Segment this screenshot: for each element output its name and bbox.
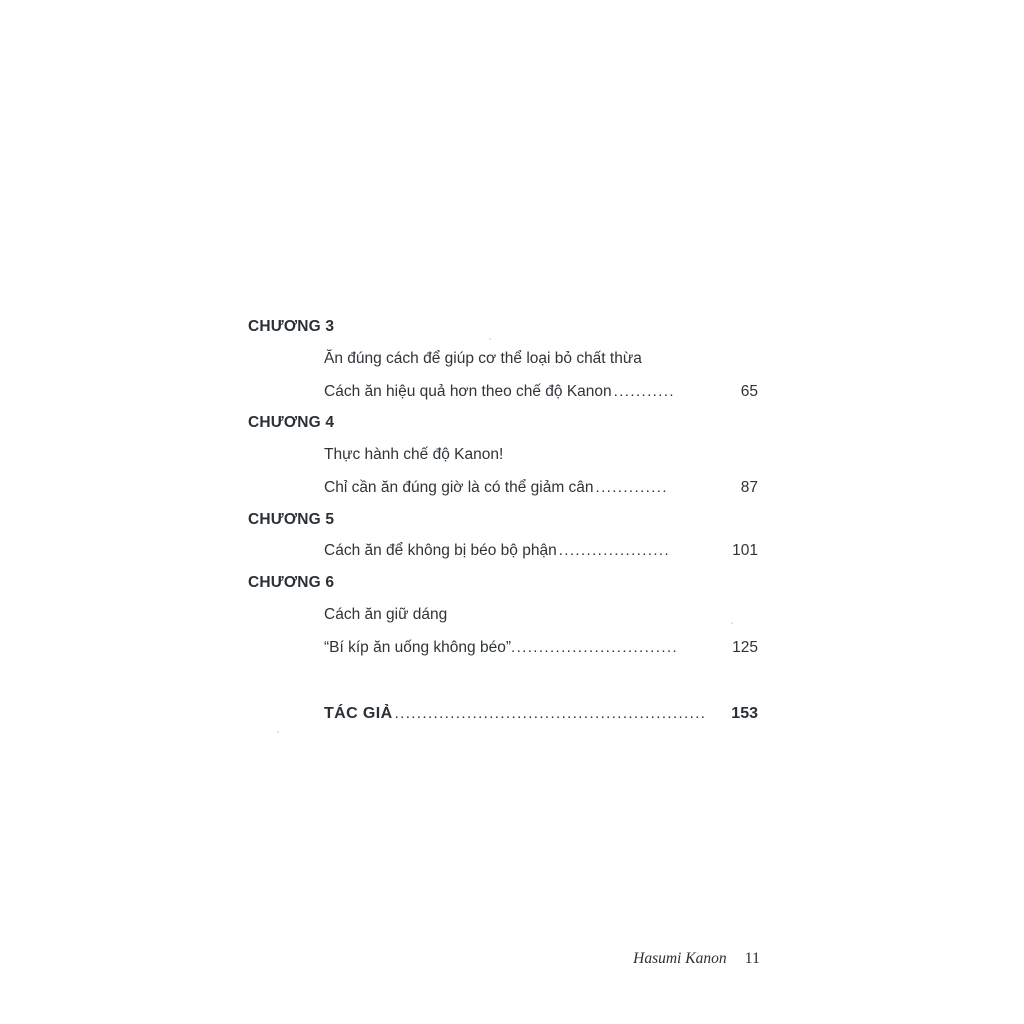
paper-speck xyxy=(277,731,279,733)
toc-entry[interactable] xyxy=(324,605,758,626)
toc-chapter-block xyxy=(248,318,758,402)
chapter-title: CHƯƠNG 4 xyxy=(248,414,335,432)
toc-entry-text: Ăn đúng cách để giúp cơ thể loại bỏ chất thừa xyxy=(324,349,642,367)
toc-page-number: 101 xyxy=(732,542,758,560)
toc-entry[interactable] xyxy=(324,382,758,403)
toc-leader-dots: ........................................................ xyxy=(394,704,707,722)
toc-entry-text: Cách ăn giữ dáng xyxy=(324,605,448,623)
toc-chapter-block xyxy=(248,574,758,658)
toc-entry-author[interactable] xyxy=(324,705,758,723)
toc-entry-text: Thực hành chế độ Kanon! xyxy=(324,446,504,464)
toc-chapter-block xyxy=(248,414,758,498)
toc-leader-dots: .................... xyxy=(558,542,671,560)
chapter-title: CHƯƠNG 3 xyxy=(248,318,335,335)
toc-entry-text: TÁC GIẢ xyxy=(324,704,393,722)
toc-entry[interactable] xyxy=(324,349,758,370)
toc-page-number: 153 xyxy=(731,704,758,722)
table-of-contents xyxy=(248,318,758,723)
footer-author-name: Hasumi Kanon xyxy=(633,950,727,967)
toc-entry[interactable] xyxy=(324,541,758,562)
toc-entry-text: Cách ăn hiệu quả hơn theo chế độ Kanon xyxy=(324,382,612,400)
toc-chapter-block xyxy=(248,511,758,563)
toc-leader-dots: ........... xyxy=(613,382,675,400)
toc-page-number: 65 xyxy=(740,382,758,400)
toc-entry[interactable] xyxy=(324,478,758,499)
toc-entry-text: Chỉ cần ăn đúng giờ là có thể giảm cân xyxy=(324,478,594,496)
toc-entry[interactable] xyxy=(324,445,758,466)
chapter-title: CHƯƠNG 6 xyxy=(248,574,335,592)
toc-entry[interactable] xyxy=(324,638,758,659)
toc-entry-text: “Bí kíp ăn uống không béo” xyxy=(324,638,511,656)
toc-page-number: 87 xyxy=(740,478,758,496)
toc-leader-dots: .............................. xyxy=(511,638,679,656)
toc-page-number: 125 xyxy=(732,638,758,656)
toc-leader-dots: ............. xyxy=(595,478,668,496)
footer-inner xyxy=(633,950,760,968)
toc-entry-text: Cách ăn để không bị béo bộ phận xyxy=(324,542,557,560)
chapter-title: CHƯƠNG 5 xyxy=(248,510,335,528)
footer-page-number: 11 xyxy=(744,950,760,967)
